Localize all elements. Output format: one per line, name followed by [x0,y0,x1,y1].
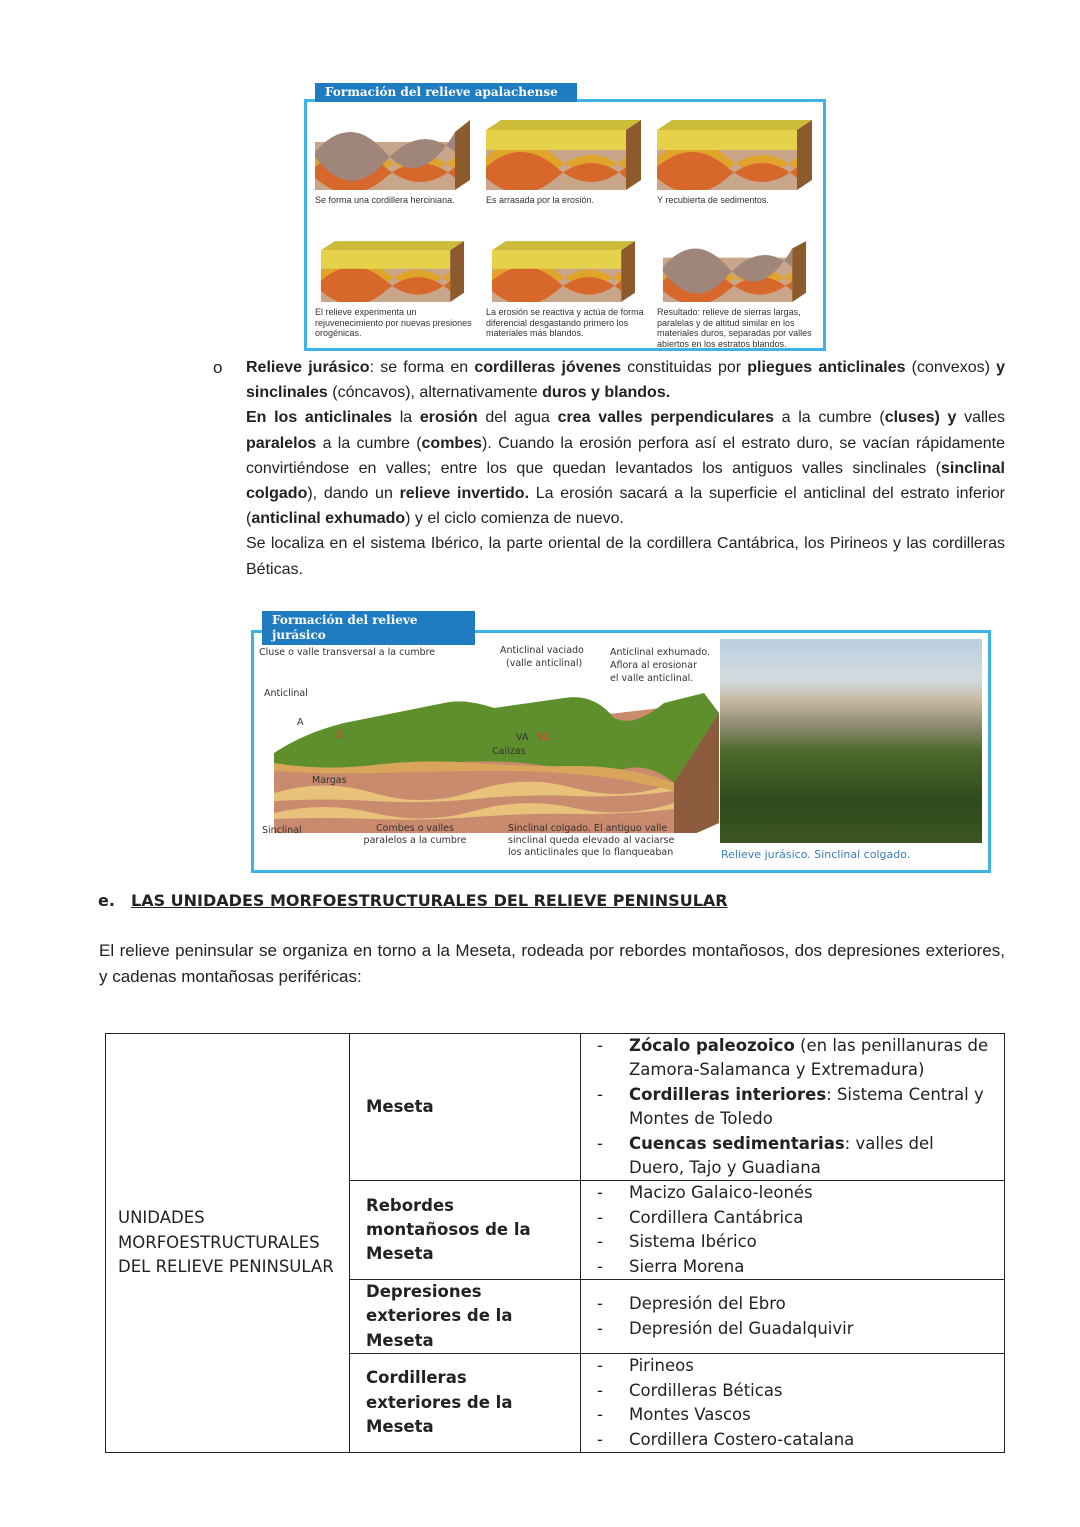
label-SC: SC [537,732,550,743]
item-text: Cordillera Costero-catalana [629,1429,855,1449]
jurasico-paragraph-2 [246,405,1005,531]
items-cell [581,1280,1005,1354]
list-item [595,1354,994,1378]
item-text: Montes Vascos [629,1405,751,1425]
list-item [595,1230,994,1254]
label-colgado-1: Sinclinal colgado. El antiguo valle [508,823,668,834]
apalachense-caption: Y recubierta de sedimentos. [657,195,769,205]
text-run: combes [421,434,482,452]
figure-apalachense [304,99,826,351]
item-text: (en las penillanuras de Zamora-Salamanca y Extremadura) [629,1036,989,1080]
item-text: Sistema Ibérico [629,1232,757,1252]
section-letter: e. [98,891,115,910]
item-text: Macizo Galaico-leonés [629,1183,813,1203]
text-run: : se forma en [369,359,475,376]
text-run: ) y el ciclo comienza de nuevo. [405,510,624,528]
item-text: Sierra Morena [629,1256,745,1276]
text-run: cluses) [884,409,940,427]
item-text: : valles del Duero, Tajo y Guadiana [629,1133,934,1178]
text-run: pliegues anticlinales [747,359,906,376]
text-run: y [947,409,957,427]
text-run: a la cumbre ( [316,434,422,452]
apalachense-panel [657,230,817,349]
apalachense-caption: Es arrasada por la erosión. [486,195,595,205]
list-item [595,1292,994,1316]
label-exhumado-3: el valle anticlinal. [610,673,694,684]
label-colgado-2: sinclinal queda elevado al vaciarse [508,835,675,846]
label-combes [360,823,470,847]
photo-caption: Relieve jurásico. Sinclinal colgado. [721,848,911,861]
apalachense-panel [657,112,817,206]
text-run: crea valles perpendiculares [557,409,774,427]
bullet: o [213,358,223,377]
apalachense-diagram [657,230,812,302]
apalachense-panel [315,112,475,206]
apalachense-diagram [315,112,470,190]
root-cell: UNIDADES MORFOESTRUCTURALES DEL RELIEVE PENINSULAR [106,1034,350,1453]
item-text: Pirineos [629,1356,694,1376]
text-run: ). Cuando la erosión perfora así el estrato duro, se vacían rápidamente convirtiéndose en valles; entre los que quedan levantados los antiguos valles sinclinales ( [246,434,1005,477]
apalachense-caption: El relieve experimenta un rejuvenecimiento por nuevas presiones orogénicas. [315,307,472,338]
unit-cell: Depresiones exteriores de la Meseta [350,1280,581,1354]
label-anticlinal: Anticlinal [264,688,308,699]
label-vaciado-1: Anticlinal vaciado [500,645,584,656]
jurasico-paragraph-1 [246,355,1005,405]
apalachense-diagram [315,230,470,302]
list-item [595,1379,994,1403]
list-item [595,1403,994,1427]
item-bold: Cuencas sedimentarias [629,1133,845,1153]
list-item [595,1181,994,1205]
apalachense-caption: Se forma una cordillera herciniana. [315,195,455,205]
list-item [595,1132,994,1181]
text-run: a la cumbre ( [773,409,885,427]
list-item [595,1206,994,1230]
label-calizas: Calizas [492,746,526,757]
label-S: S [336,730,343,741]
section-intro: El relieve peninsular se organiza en torno a la Meseta, rodeada por rebordes montañosos, dos depresiones exteriores, y cadenas montañosas periféricas: [99,941,1005,987]
text-run: la [392,409,420,427]
list-item [595,1428,994,1452]
apalachense-caption: Resultado: relieve de sierras largas, paralelas y de altitud similar en los materiales duros, separadas por valles abiertos en los estratos blandos. [657,307,812,349]
label-sinclinal: Sinclinal [262,825,302,836]
text-run: relieve invertido. [399,485,530,503]
apalachense-panel [486,230,646,339]
label-combes-1: Combes o valles [376,823,454,834]
text-run: del agua [477,409,558,427]
table-row [106,1034,1005,1181]
units-table [105,1033,1005,1453]
label-vaciado-2: (valle anticlinal) [506,658,583,669]
unit-cell: Rebordes montañosos de la Meseta [350,1181,581,1280]
label-VA: VA [516,732,529,743]
jurasico-paragraph-3: Se localiza en el sistema Ibérico, la parte oriental de la cordillera Cantábrica, los Pirineos y las cordilleras Béticas. [246,535,1005,578]
label-colgado-3: los anticlinales que lo flanqueaban [508,847,674,858]
items-cell [581,1034,1005,1181]
text-run: (cóncavos), alternativamente [327,384,543,402]
text-run: erosión [419,409,478,427]
text-run: (convexos) [905,359,997,376]
text-run: duros y blandos. [542,384,671,402]
text-run: cordilleras jóvenes [474,359,622,376]
unit-cell: Cordilleras exteriores de la Meseta [350,1354,581,1453]
text-run: y sinclinales [246,359,1006,402]
label-margas: Margas [312,775,347,786]
apalachense-diagram [486,112,641,190]
figure-jurasico [251,630,991,873]
section-title: LAS UNIDADES MORFOESTRUCTURALES DEL RELIEVE PENINSULAR [131,891,728,910]
list-item [595,1083,994,1132]
label-A: A [297,717,304,728]
label-combes-2: paralelos a la cumbre [363,835,467,846]
text-run: La erosión sacará a la superficie el anticlinal del estrato inferior ( [246,485,1005,528]
jurasico-photo [720,639,982,843]
item-bold: Cordilleras interiores [629,1084,827,1104]
item-text: Depresión del Guadalquivir [629,1318,854,1338]
text-run: anticlinal exhumado [251,510,406,528]
item-bold: Zócalo paleozoico [629,1036,795,1055]
text-run: valles [956,409,1005,427]
label-colgado [508,823,674,859]
text-run: Relieve jurásico [246,359,370,376]
apalachense-caption: La erosión se reactiva y actúa de forma diferencial desgastando primero los materiales más blandos. [486,307,644,338]
text-run [940,409,948,426]
text-run: ), dando un [307,485,400,503]
items-cell [581,1354,1005,1453]
item-text: Cordillera Cantábrica [629,1207,804,1227]
label-exhumado-1: Anticlinal exhumado. [610,647,711,658]
text-run: sinclinal colgado [246,459,1005,503]
figure-jurasico-title: Formación del relieve jurásico [262,611,475,645]
jurasico-text [246,355,1005,582]
list-item [595,1034,994,1083]
apalachense-panel [486,112,646,206]
list-item [595,1255,994,1279]
text-run: constituidas por [621,359,748,376]
figure-apalachense-title: Formación del relieve apalachense [315,83,577,102]
label-cluse: Cluse o valle transversal a la cumbre [259,647,436,658]
text-run: paralelos [246,434,317,452]
item-text: : Sistema Central y Montes de Toledo [629,1084,984,1129]
apalachense-panel [315,230,475,339]
item-text: Depresión del Ebro [629,1294,786,1314]
unit-cell: Meseta [350,1034,581,1181]
item-text: Cordilleras Béticas [629,1380,783,1400]
apalachense-diagram [657,112,812,190]
label-exhumado-2: Aflora al erosionar [610,660,698,671]
apalachense-diagram [486,230,641,302]
list-item [595,1317,994,1341]
items-cell [581,1181,1005,1280]
text-run: En los anticlinales [246,409,393,427]
